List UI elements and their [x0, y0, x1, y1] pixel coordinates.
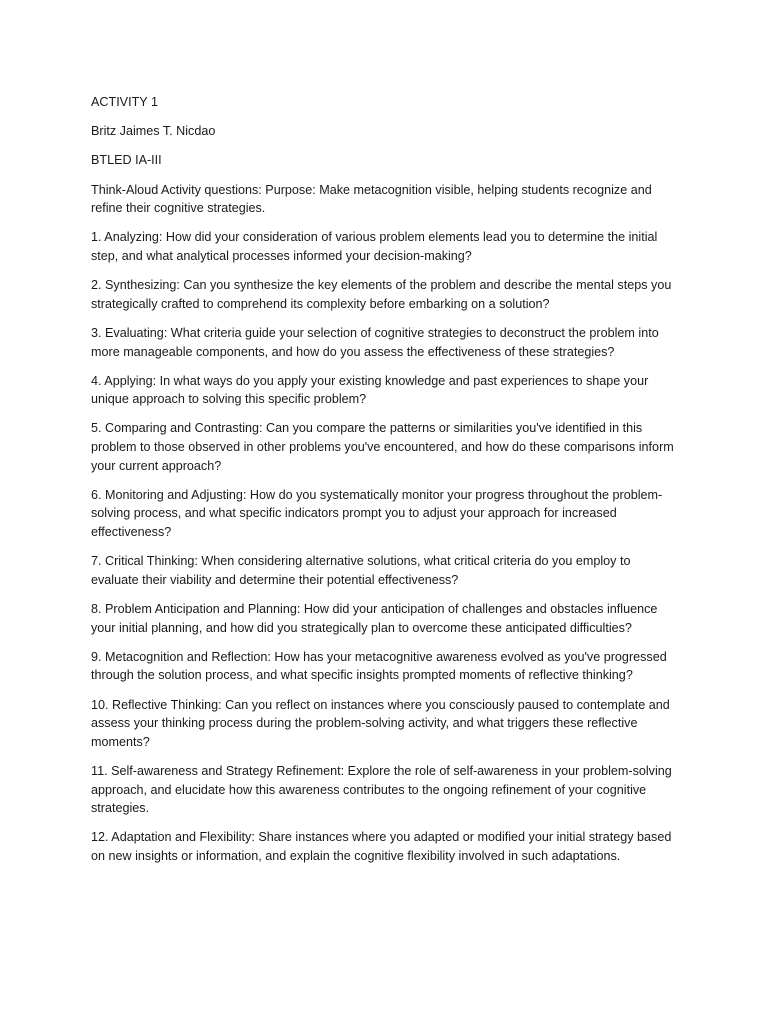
class-section: BTLED IA-III	[91, 153, 162, 168]
question-4: 4. Applying: In what ways do you apply your existing knowledge and past experiences to shape your unique approach to solving this specific problem?	[91, 373, 649, 407]
question-6: 6. Monitoring and Adjusting: How do you systematically monitor your progress throughout the problem-solving process, and what specific indicators prompt you to adjust your approach for increased effectiveness?	[91, 487, 663, 540]
question-1: 1. Analyzing: How did your consideration of various problem elements lead you to determine the initial step, and what analytical processes informed your decision-making?	[91, 230, 658, 263]
question-9: 9. Metacognition and Reflection: How has your metacognitive awareness evolved as you've progressed through the solution process, and what specific insights prompted moments of reflective thinking?	[91, 649, 667, 683]
question-2: 2. Synthesizing: Can you synthesize the key elements of the problem and describe the mental steps you strategically crafted to comprehend its complexity before embarking on a solution?	[91, 278, 672, 311]
activity-title: ACTIVITY 1	[91, 95, 158, 109]
question-3: 3. Evaluating: What criteria guide your selection of cognitive strategies to deconstruct the problem into more manageable components, and how do you assess the effectiveness of these strategies?	[91, 325, 659, 359]
question-12: 12. Adaptation and Flexibility: Share instances where you adapted or modified your initial strategy based on new insights or information, and explain the cognitive flexibility involved in such adaptations.	[91, 830, 672, 863]
question-7: 7. Critical Thinking: When considering alternative solutions, what critical criteria do you employ to evaluate their viability and determine their potential effectiveness?	[91, 554, 631, 587]
question-11: 11. Self-awareness and Strategy Refinement: Explore the role of self-awareness in your problem-solving approach, and elucidate how this awareness contributes to the ongoing refinement of your cognitive strategies.	[91, 763, 672, 816]
document-page	[91, 93, 681, 876]
question-10: 10. Reflective Thinking: Can you reflect on instances where you consciously paused to contemplate and assess your thinking process during the problem-solving activity, and what triggers these reflective moments?	[91, 697, 670, 749]
student-name: Britz Jaimes T. Nicdao	[91, 124, 216, 139]
intro-paragraph: Think-Aloud Activity questions: Purpose: Make metacognition visible, helping students recognize and refine their cognitive strategies.	[91, 182, 652, 216]
question-8: 8. Problem Anticipation and Planning: How did your anticipation of challenges and obstacles influence your initial planning, and how did you strategically plan to overcome these anticipated difficulties?	[91, 602, 658, 635]
question-5: 5. Comparing and Contrasting: Can you compare the patterns or similarities you've identified in this problem to those observed in other problems you've encountered, and how do these comparisons inform your current approach?	[91, 421, 674, 473]
